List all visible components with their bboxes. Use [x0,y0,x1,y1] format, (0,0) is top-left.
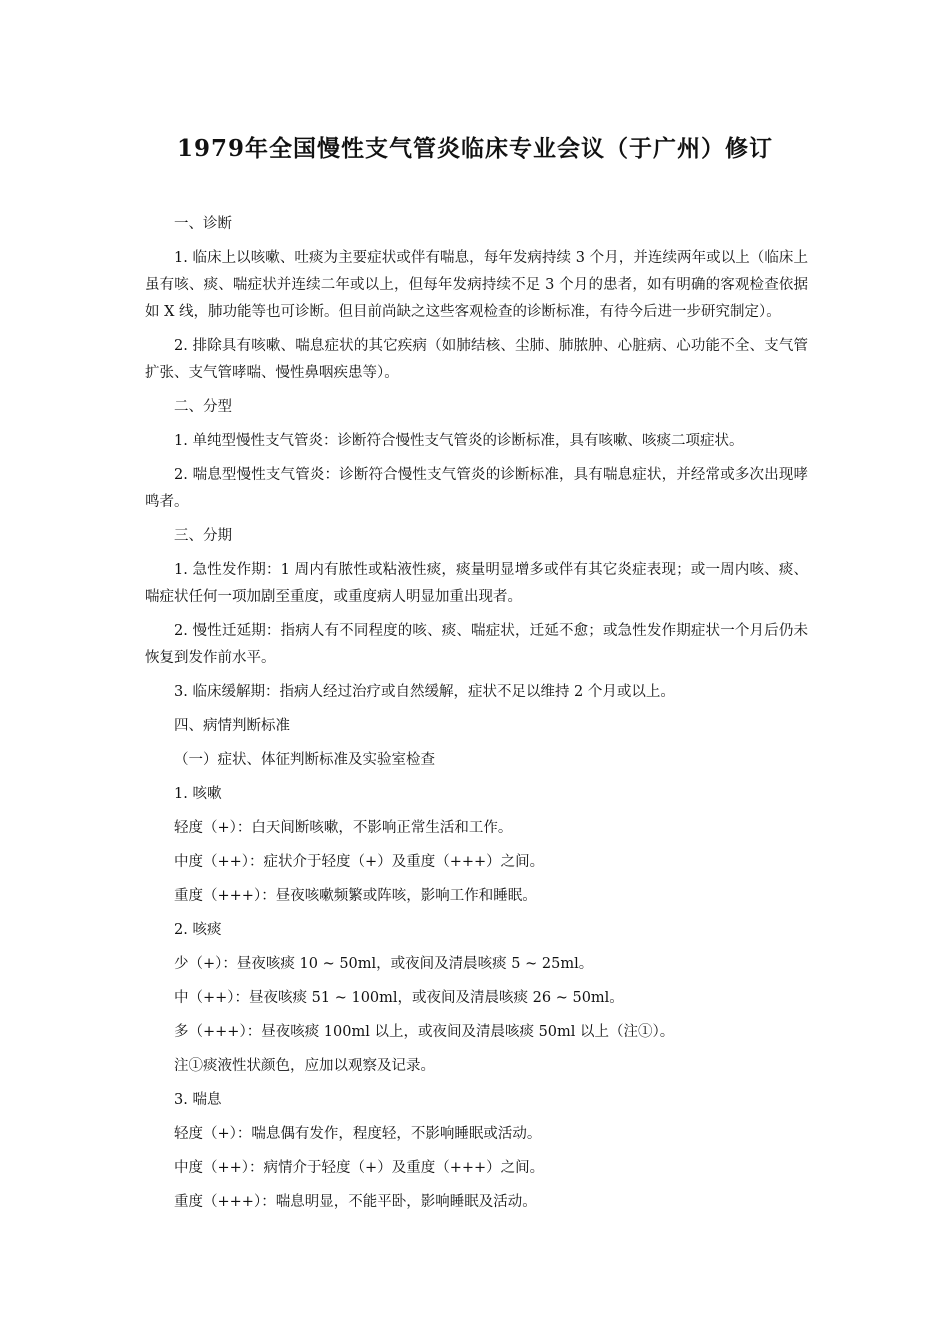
list-item: 中（++）：昼夜咳痰 51 ~ 100ml，或夜间及清晨咳痰 26 ~ 50ml。 [174,990,624,1006]
section-heading-stages: 三、分期 [174,528,232,544]
list-item: 轻度（+）：喘息偶有发作，程度轻，不影响睡眠或活动。 [174,1126,542,1142]
list-item: 中度（++）：病情介于轻度（+）及重度（+++）之间。 [174,1160,545,1176]
paragraph: 2. 慢性迁延期：指病人有不同程度的咳、痰、喘症状，迁延不愈；或急性发作期症状一个月后仍未恢复到发作前水平。 [145,623,808,666]
paragraph: 3. 临床缓解期：指病人经过治疗或自然缓解，症状不足以维持 2 个月或以上。 [174,684,675,700]
item-heading-sputum: 2. 咳痰 [174,922,222,938]
list-item: 重度（+++）：喘息明显，不能平卧，影响睡眠及活动。 [174,1194,537,1210]
document-title: 1979年全国慢性支气管炎临床专业会议（于广州）修订 [176,135,773,162]
list-item: 多（+++）：昼夜咳痰 100ml 以上，或夜间及清晨咳痰 50ml 以上（注①）。 [174,1024,675,1040]
list-item: 重度（+++）：昼夜咳嗽频繁或阵咳，影响工作和睡眠。 [174,888,537,904]
paragraph: 1. 单纯型慢性支气管炎：诊断符合慢性支气管炎的诊断标准，具有咳嗽、咳痰二项症状。 [174,433,744,449]
list-item: 少（+）：昼夜咳痰 10 ~ 50ml，或夜间及清晨咳痰 5 ~ 25ml。 [174,956,594,972]
section-heading-severity: 四、病情判断标准 [174,718,290,734]
footnote: 注①痰液性状颜色，应加以观察及记录。 [174,1058,435,1074]
paragraph: 2. 排除具有咳嗽、喘息症状的其它疾病（如肺结核、尘肺、肺脓肿、心脏病、心功能不全、支气管扩张、支气管哮喘、慢性鼻咽疾患等）。 [145,338,808,381]
section-heading-types: 二、分型 [174,399,232,415]
paragraph: 2. 喘息型慢性支气管炎：诊断符合慢性支气管炎的诊断标准，具有喘息症状，并经常或多次出现哮鸣者。 [145,467,808,510]
list-item: 轻度（+）：白天间断咳嗽，不影响正常生活和工作。 [174,820,513,836]
item-heading-wheeze: 3. 喘息 [174,1092,222,1108]
section-heading-diagnosis: 一、诊断 [174,216,232,232]
paragraph: 1. 临床上以咳嗽、吐痰为主要症状或伴有喘息，每年发病持续 3 个月，并连续两年或以上（临床上虽有咳、痰、喘症状并连续二年或以上，但每年发病持续不足 3 个月的患者，如有明确的客观检查依据如 X 线，肺功能等也可诊断。但目前尚缺之这些客观检查的诊断标准，有待今后进一步研究制定）。 [145,250,808,320]
subsection-heading: （一）症状、体征判断标准及实验室检查 [174,752,435,768]
paragraph: 1. 急性发作期：1 周内有脓性或粘液性痰，痰量明显增多或伴有其它炎症表现；或一周内咳、痰、喘症状任何一项加剧至重度，或重度病人明显加重出现者。 [145,562,808,605]
document-body [145,211,808,1223]
item-heading-cough: 1. 咳嗽 [174,786,222,802]
list-item: 中度（++）：症状介于轻度（+）及重度（+++）之间。 [174,854,545,870]
